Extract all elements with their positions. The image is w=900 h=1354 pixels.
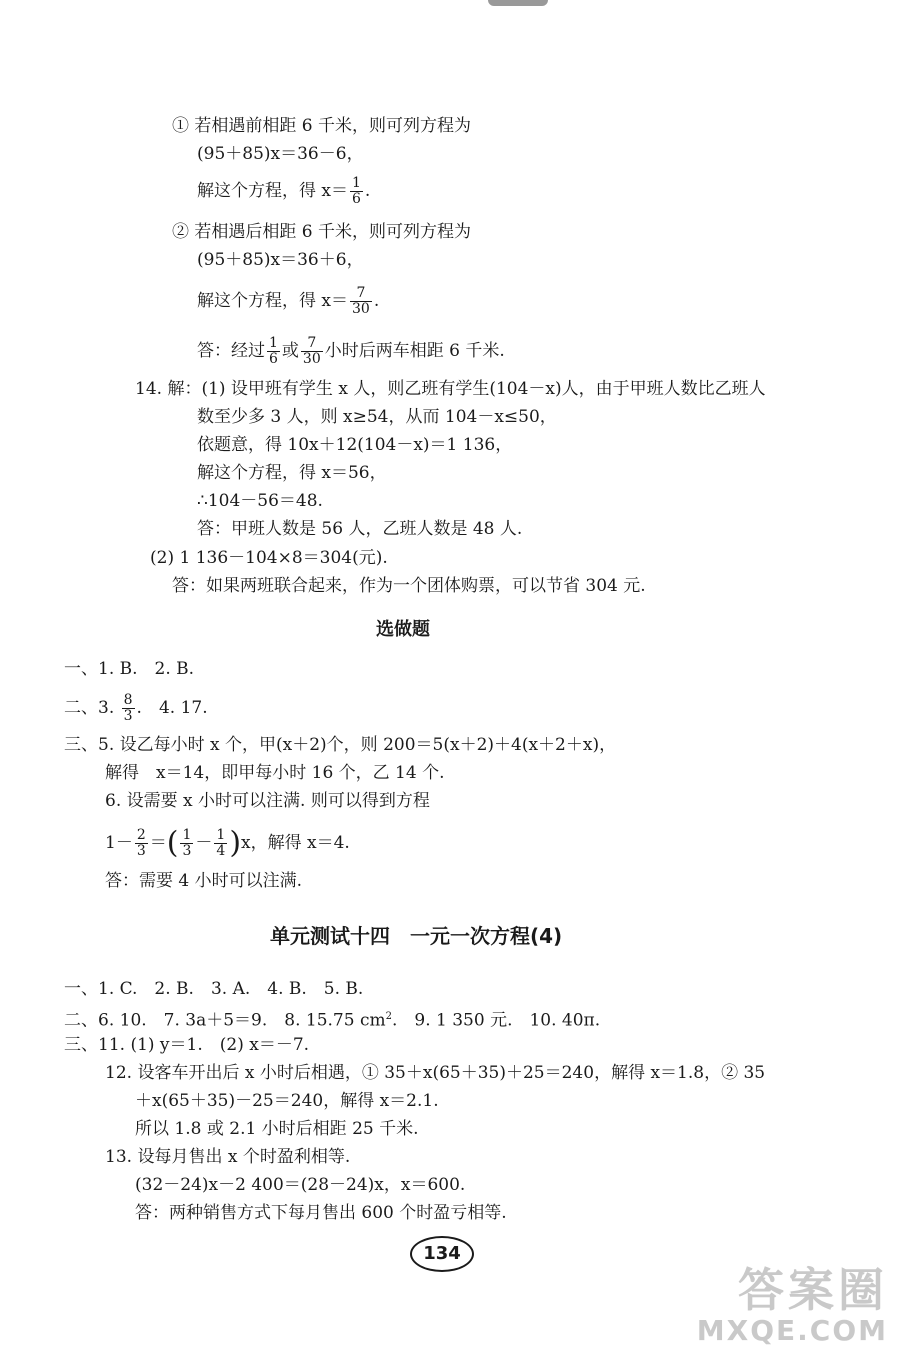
q14-line1: 14. 解：(1) 设甲班有学生 x 人，则乙班有学生(104－x)人，由于甲班人数比乙班人 (135, 379, 766, 399)
optional-line4: 解得 x＝14，即甲每小时 16 个，乙 14 个. (105, 763, 445, 783)
watermark-logo (697, 1264, 888, 1346)
fraction: $\frac{1}{6}$ (352, 175, 361, 207)
q13-equation2: (95＋85)x＝36＋6， (197, 250, 364, 270)
unit-test-title: 单元测试十四 一元一次方程(4) (270, 924, 563, 948)
fraction: $\frac{1}{6}$ (269, 335, 278, 367)
q14-answer1: 答：甲班人数是 56 人，乙班人数是 48 人. (197, 519, 523, 539)
optional-line2: 二、3. $\frac{8}{3}$ . 4. 17. (64, 692, 208, 724)
watermark-url: MXQE.COM (696, 1314, 888, 1347)
optional-line3: 三、5. 设乙每小时 x 个，甲(x＋2)个，则 200＝5(x＋2)＋4(x＋2＋x)， (64, 735, 617, 755)
q14-line2: 数至少多 3 人，则 x≥54，从而 104－x≤50， (197, 407, 557, 427)
page-number: 134 (410, 1236, 474, 1272)
unit-line3: 三、11. (1) y＝1. (2) x＝－7. (64, 1035, 310, 1055)
q13-case2-line: ② 若相遇后相距 6 千米，则可列方程为 (172, 222, 472, 242)
fraction: $\frac{1}{3}$ (182, 827, 192, 859)
q14-line3: 依题意，得 10x＋12(104－x)＝1 136， (197, 435, 513, 455)
top-edge-mark (488, 0, 548, 6)
fraction: $\frac{2}{3}$ (136, 827, 146, 859)
q14-part2: (2) 1 136－104×8＝304(元). (150, 548, 388, 568)
unit-line7: 13. 设每月售出 x 个时盈利相等. (105, 1147, 351, 1167)
optional-line7: 答：需要 4 小时可以注满. (105, 871, 303, 891)
q13-case1-line: ① 若相遇前相距 6 千米，则可列方程为 (172, 116, 472, 136)
unit-line6: 所以 1.8 或 2.1 小时后相距 25 千米. (135, 1119, 419, 1139)
q13-solution2: 解这个方程，得 x＝ $\frac{7}{30}$ . (197, 285, 380, 317)
fraction: $\frac{8}{3}$ (123, 692, 133, 724)
unit-line8: (32－24)x－2 400＝(28－24)x，x＝600. (135, 1175, 466, 1195)
fraction: $\frac{1}{4}$ (216, 827, 226, 859)
q13-solution1: 解这个方程，得 x＝ $\frac{1}{6}$ . (197, 175, 371, 207)
q13-equation1: (95＋85)x＝36－6， (197, 144, 364, 164)
fraction: $\frac{7}{30}$ (302, 335, 321, 367)
unit-line5: ＋x(65＋35)－25＝240，解得 x＝2.1. (135, 1091, 439, 1111)
q14-line4: 解这个方程，得 x＝56， (197, 463, 387, 483)
q13-answer: 答：经过 $\frac{1}{6}$ 或 $\frac{7}{30}$ 小时后两车相距 6 千米. (197, 335, 505, 367)
watermark-text: 答案圈 (738, 1263, 888, 1317)
optional-section-title: 选做题 (376, 619, 430, 640)
unit-line9: 答：两种销售方式下每月售出 600 个时盈亏相等. (135, 1203, 507, 1223)
unit-line1: 一、1. C. 2. B. 3. A. 4. B. 5. B. (64, 979, 364, 999)
unit-line4: 12. 设客车开出后 x 小时后相遇，① 35＋x(65＋35)＋25＝240，解得 x＝1.8，② 35 (105, 1063, 766, 1083)
optional-line1: 一、1. B. 2. B. (64, 659, 195, 679)
q14-answer2: 答：如果两班联合起来，作为一个团体购票，可以节省 304 元. (172, 576, 646, 596)
optional-equation: 1－ $\frac{2}{3}$ ＝( $\frac{1}{3}$ － $\frac{1}{4}$ )x，解得 x＝4. (105, 825, 350, 861)
q14-line5: ∴104－56＝48. (197, 491, 323, 511)
unit-line2: 二、6. 10. 7. 3a＋5＝9. 8. 15.75 $cm^2$. 9. 1 350 元. 10. 40π. (64, 1010, 601, 1031)
optional-line5: 6. 设需要 x 小时可以注满. 则可以得到方程 (105, 791, 430, 811)
fraction: $\frac{7}{30}$ (352, 285, 370, 317)
